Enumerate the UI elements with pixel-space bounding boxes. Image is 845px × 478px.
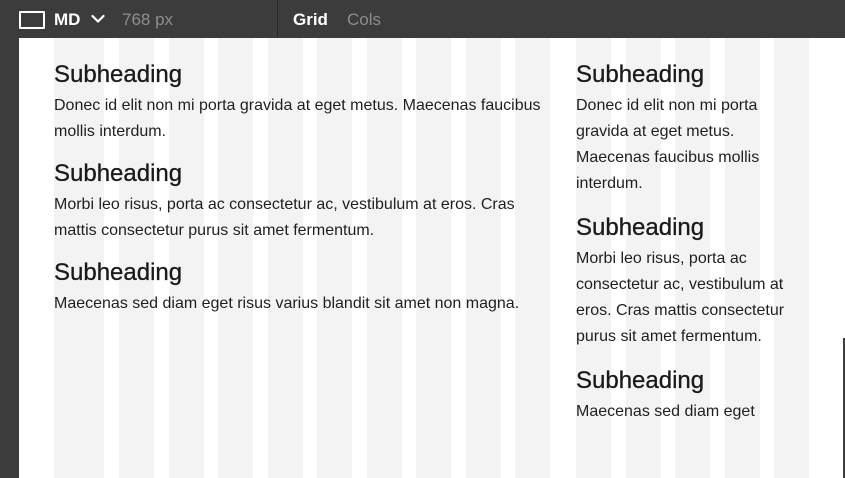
- content-block: [576, 213, 811, 350]
- content-block: [54, 258, 554, 317]
- content-column-right: [576, 38, 811, 425]
- content-block: [576, 366, 811, 425]
- preview-canvas: [19, 38, 845, 478]
- toolbar: [0, 0, 845, 38]
- paragraph: Maecenas sed diam eget risus varius blandit sit amet non magna.: [54, 295, 520, 312]
- paragraph: Donec id elit non mi porta gravida at eget metus. Maecenas faucibus mollis interdum.: [54, 97, 541, 140]
- paragraph: Donec id elit non mi porta gravida at eget metus. Maecenas faucibus mollis interdum.: [576, 97, 760, 192]
- breakpoint-label: MD: [54, 10, 81, 29]
- subheading: Subheading: [576, 61, 705, 88]
- subheading: Subheading: [54, 61, 183, 88]
- tab-cols[interactable]: Cols: [347, 10, 382, 29]
- content-block: [54, 60, 554, 145]
- content-block: [576, 60, 811, 197]
- chevron-down-icon[interactable]: [91, 14, 105, 24]
- content-column-left: [54, 38, 554, 317]
- content-block: [54, 159, 554, 244]
- subheading: Subheading: [54, 259, 183, 286]
- device-frame-icon: [19, 11, 45, 29]
- subheading: Subheading: [576, 214, 705, 241]
- paragraph: Morbi leo risus, porta ac consectetur ac, vestibulum at eros. Cras mattis consectetur purus sit amet fermentum.: [576, 250, 785, 345]
- subheading: Subheading: [576, 367, 705, 394]
- paragraph: Maecenas sed diam eget: [576, 403, 755, 420]
- tab-grid[interactable]: Grid: [293, 10, 328, 29]
- subheading: Subheading: [54, 160, 183, 187]
- paragraph: Morbi leo risus, porta ac consectetur ac, vestibulum at eros. Cras mattis consectetur purus sit amet fermentum.: [54, 196, 515, 239]
- viewport-width-readout: 768 px: [122, 10, 174, 29]
- breakpoint-selector[interactable]: [0, 0, 278, 38]
